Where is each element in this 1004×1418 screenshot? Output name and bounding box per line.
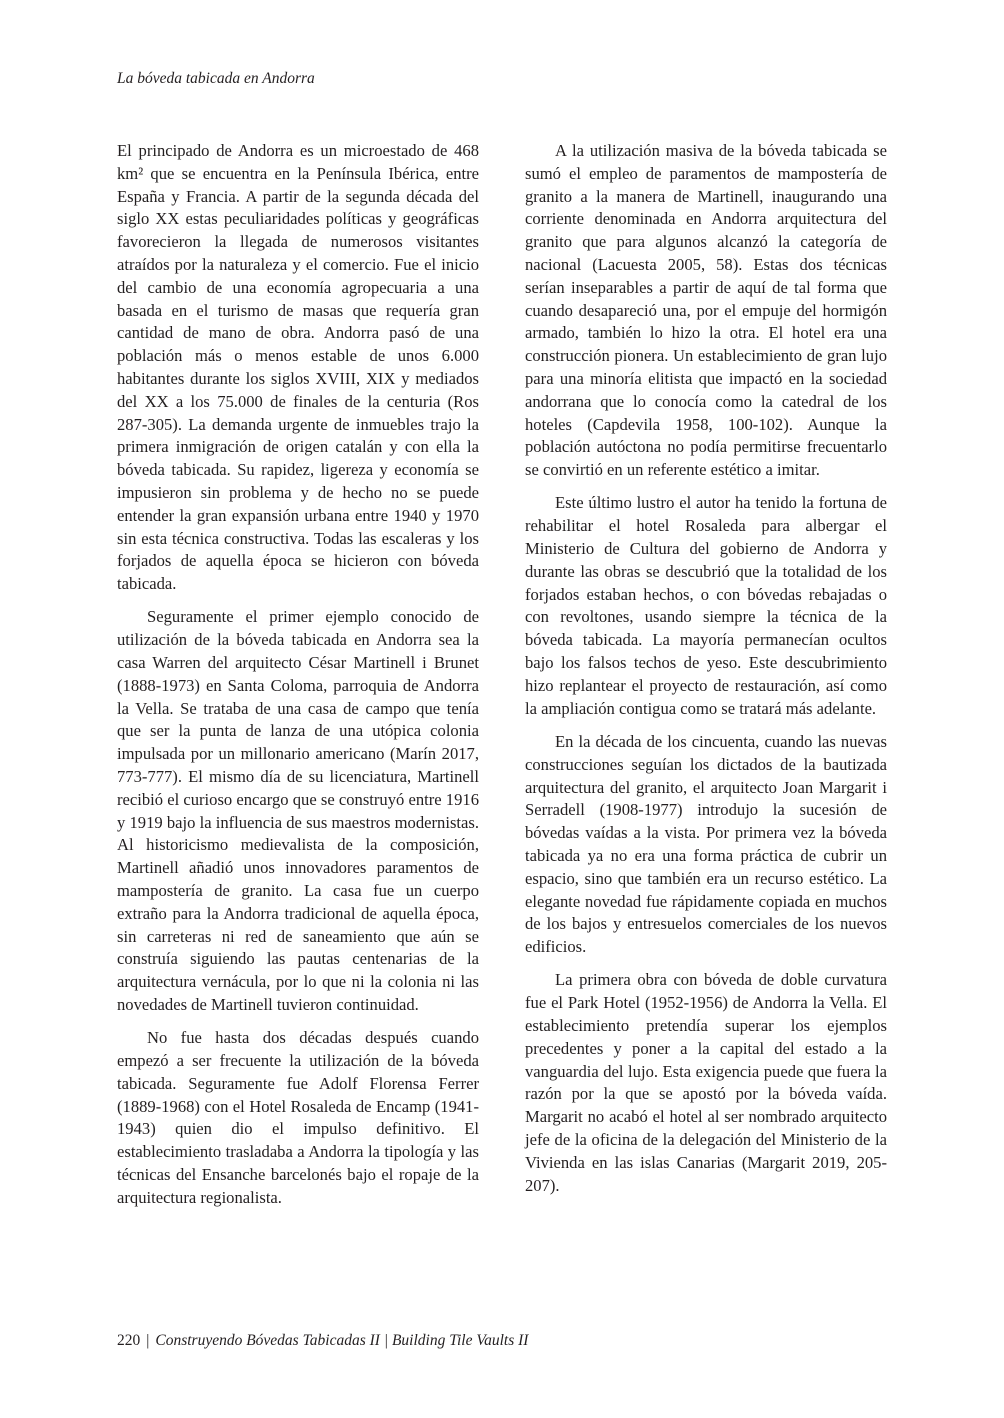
paragraph: A la utilización masiva de la bóveda tabicada se sumó el empleo de paramentos de mampostería de granito a la manera de Martinell, inaugurando una corriente denominada en Andorra arquitectura del granito que para algunos alcanzó la categoría de nacional (Lacuesta 2005, 58). Estas dos técnicas serían inseparables a partir de aquí de tal forma que cuando desapareció una, por el empuje del hormigón armado, también lo hizo la otra. El hotel era una construcción pionera. Un establecimiento de gran lujo para una minoría elitista que impactó en la sociedad andorrana que lo conocía como la catedral de los hoteles (Capdevila 1958, 100-102). Aunque la población autóctona no podía permitirse frecuentarlo se convirtió en un referente estético a imitar. <box>525 141 887 480</box>
page-footer <box>117 1332 528 1350</box>
paragraph: No fue hasta dos décadas después cuando empezó a ser frecuente la utilización de la bóveda tabicada. Seguramente fue Adolf Florensa Ferrer (1889-1968) con el Hotel Rosaleda de Encamp (1941-1943) quien dio el impulso definitivo. El establecimiento trasladaba a Andorra la tipología y las técnicas del Ensanche barcelonés bajo el ropaje de la arquitectura regionalista. <box>117 1028 479 1207</box>
paragraph: En la década de los cincuenta, cuando las nuevas construcciones seguían los dictados de la bautizada arquitectura del granito, el arquitecto Joan Margarit i Serradell (1908-1977) introdujo la sucesión de bóvedas vaídas a la vista. Por primera vez la bóveda tabicada ya no era una forma práctica de cubrir un espacio, sino que también era un recurso estético. La elegante novedad fue rápidamente copiada en muchos de los bajos y entresuelos comerciales de los nuevos edificios. <box>525 731 887 957</box>
left-column <box>117 140 479 1220</box>
paragraph: La primera obra con bóveda de doble curvatura fue el Park Hotel (1952-1956) de Andorra la Vella. El establecimiento pretendía superar los ejemplos precedentes y poner a la capital del estado a la vanguardia del lujo. Esta exigencia puede que fuera la razón por la que se apostó por la bóveda vaída. Margarit no acabó el hotel al ser nombrado arquitecto jefe de la oficina de la delegación del Ministerio de la Vivienda en las islas Canarias (Margarit 2019, 205-207). <box>525 970 887 1195</box>
paragraph: Este último lustro el autor ha tenido la fortuna de rehabilitar el hotel Rosaleda para albergar el Ministerio de Cultura del gobierno de Andorra y durante las obras se descubrió que la totalidad de los forjados estaban hechos, o con bóvedas rebajadas o con revoltones, usando siempre la técnica de la bóveda tabicada. La mayoría permanecían ocultos bajo los falsos techos de yeso. Este descubrimiento hizo replantear el proyecto de restauración, así como la ampliación contigua como se tratará más adelante. <box>525 493 887 718</box>
footer-separator: | <box>146 1332 150 1349</box>
book-title: Construyendo Bóvedas Tabicadas II | Building Tile Vaults II <box>155 1332 529 1349</box>
paragraph: El principado de Andorra es un microestado de 468 km² que se encuentra en la Península Ibérica, entre España y Francia. A partir de la segunda década del siglo XX estas peculiaridades políticas y geográficas favorecieron la llegada de numerosos visitantes atraídos por la naturaleza y el comercio. Fue el inicio del cambio de una economía agropecuaria a una basada en el turismo de masas que requería gran cantidad de mano de obra. Andorra pasó de una población más o menos estable de unos 6.000 habitantes durante los siglos XVIII, XIX y mediados del XX a los 75.000 de finales de la centuria (Ros 287-305). La demanda urgente de inmuebles trajo la primera inmigración de origen catalán y con ella la bóveda tabicada. Su rapidez, ligereza y economía se impusieron sin problema y de hecho no se puede entender la gran expansión urbana entre 1940 y 1970 sin esta técnica constructiva. Todas las escaleras y los forjados de aquella época se hicieron con bóveda tabicada. <box>117 141 479 594</box>
right-column <box>525 140 887 1208</box>
running-title: La bóveda tabicada en Andorra <box>117 70 315 87</box>
paragraph: Seguramente el primer ejemplo conocido de utilización de la bóveda tabicada en Andorra sea la casa Warren del arquitecto César Martinell i Brunet (1888-1973) en Santa Coloma, parroquia de Andorra la Vella. Se trataba de una casa de campo que tenía que ser la punta de lanza de una utópica colonia impulsada por un millonario americano (Marín 2017, 773-777). El mismo día de su licenciatura, Martinell recibió el curioso encargo que se construyó entre 1916 y 1919 bajo la influencia de sus maestros modernistas. Al historicismo medievalista de la composición, Martinell añadió unos innovadores paramentos de mampostería de granito. La casa fue un cuerpo extraño para la Andorra tradicional de aquella época, sin carreteras ni red de saneamiento que aún se construía siguiendo las pautas centenarias de la arquitectura vernácula, por lo que ni la colonia ni las novedades de Martinell tuvieron continuidad. <box>117 607 479 1014</box>
page-number: 220 <box>117 1332 141 1349</box>
